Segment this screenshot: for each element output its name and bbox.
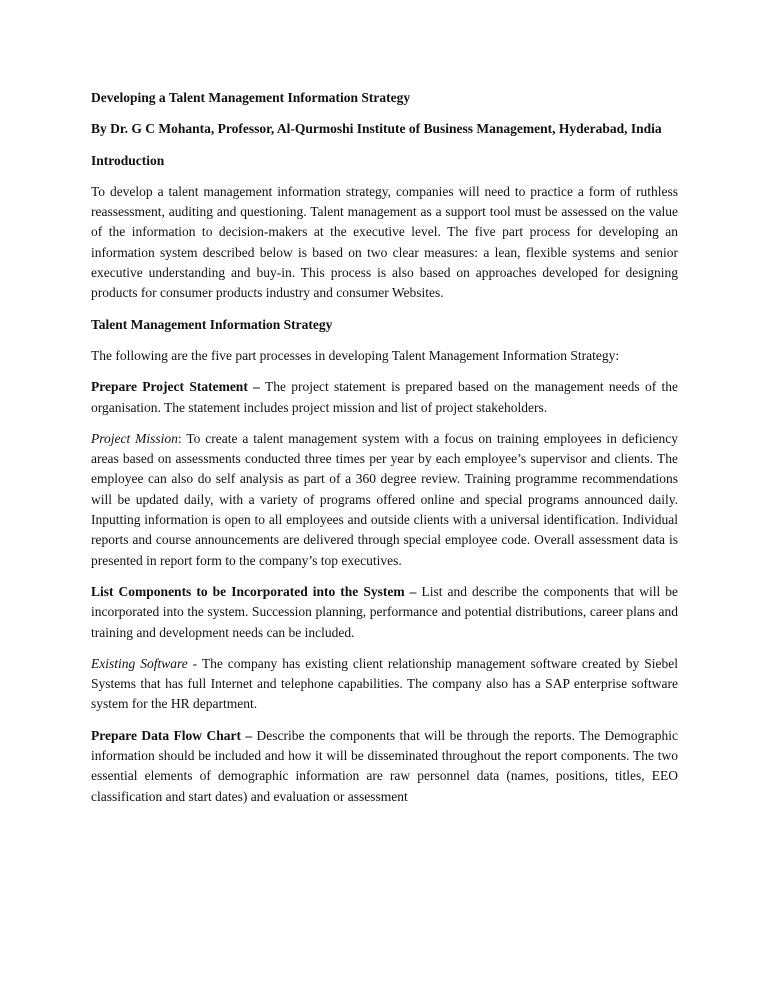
- document-page: [91, 88, 678, 818]
- introduction-paragraph: To develop a talent management information strategy, companies will need to practice a form of ruthless reassessment, auditing and questioning. Talent management as a support tool must be assessed on the value of the information to decision-makers at the executive level. The five part process for developing an information system described below is based on two clear measures: a lean, flexible systems and senior executive understanding and buy-in. This process is also based on approaches developed for designing products for consumer products industry and consumer Websites.: [91, 183, 678, 301]
- document-title: Developing a Talent Management Information Strategy: [91, 90, 411, 105]
- prepare-data-flow-chart-paragraph: [91, 726, 678, 807]
- prepare-data-flow-chart-body: Describe the components that will be through the reports. The Demographic information should be included and how it will be disseminated throughout the report components. The two essential elements of demographic information are raw personnel data (names, positions, titles, EEO classification and start dates) and evaluation or assessment: [91, 727, 678, 804]
- existing-software-body: The company has existing client relationship management software created by Siebel Systems that has full Internet and telephone capabilities. The company also has a SAP enterprise software system for the HR department.: [91, 655, 678, 712]
- existing-software-paragraph: [91, 654, 678, 715]
- author-byline: By Dr. G C Mohanta, Professor, Al-Qurmoshi Institute of Business Management, Hyderabad, India: [91, 121, 662, 137]
- prepare-project-statement-lead: Prepare Project Statement –: [91, 379, 260, 395]
- prepare-data-flow-chart-lead: Prepare Data Flow Chart –: [91, 727, 253, 743]
- project-mission-lead: Project Mission: [91, 430, 178, 446]
- project-mission-body: : To create a talent management system with a focus on training employees in deficiency areas based on assessments conducted three times per year by each employee’s supervisor and clients. The employee can also do self analysis as part of a 360 degree review. Training programme recommendations will be updated daily, with a variety of programs offered online and special programs announced daily. Inputting information is open to all employees and outside clients with a universal identification. Individual reports and course announcements are delivered through special employee code. Overall assessment data is presented in report form to the company’s top executives.: [91, 430, 678, 568]
- strategy-heading: Talent Management Information Strategy: [91, 316, 333, 332]
- prepare-project-statement-paragraph: [91, 377, 678, 418]
- list-components-paragraph: [91, 582, 678, 643]
- prepare-project-statement-body: The project statement is prepared based on the management needs of the organisation. The statement includes project mission and list of project stakeholders.: [91, 379, 679, 415]
- list-components-body: List and describe the components that will be incorporated into the system. Succession planning, performance and potential distributions, career plans and training and development needs can be included.: [91, 583, 678, 640]
- project-mission-paragraph: [91, 429, 678, 571]
- list-components-lead: List Components to be Incorporated into the System –: [91, 583, 417, 599]
- introduction-heading: Introduction: [91, 152, 165, 168]
- existing-software-lead: Existing Software -: [91, 655, 198, 671]
- strategy-intro-paragraph: The following are the five part processes in developing Talent Management Information Strategy:: [91, 347, 620, 363]
